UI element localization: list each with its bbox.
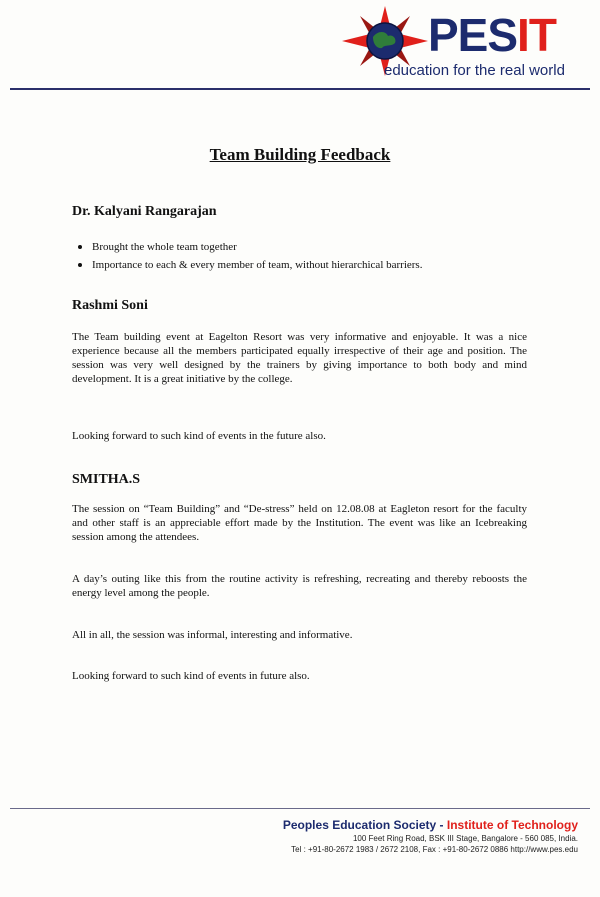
feedback-author-2: Rashmi Soni [72,298,148,313]
footer-separator: - [436,818,447,832]
brand-pes: PES [428,9,518,61]
header-divider [10,88,590,90]
page-title: Team Building Feedback [209,145,391,164]
brand-tagline: education for the real world [384,62,565,79]
feedback-paragraph: The session on “Team Building” and “De-stress” held on 12.08.08 at Eagleton resort for the faculty and other staff is an appreciable effort made by the Institution. The event was like an Icebreaking session among the attendees. [72,503,527,543]
footer-contact: Tel : +91-80-2672 1983 / 2672 2108, Fax : +91-80-2672 0886 http://www.pes.edu [291,845,578,854]
brand-it: IT [517,9,556,61]
feedback-paragraph: Looking forward to such kind of events in the future also. [72,430,326,442]
footer-divider [10,808,590,809]
feedback-paragraph: Looking forward to such kind of events in future also. [72,670,310,682]
footer [283,818,578,855]
feedback-paragraph: The Team building event at Eagelton Resort was very informative and enjoyable. It was a nice experience because all the members participated equally irrespective of their age and position. The session was very well designed by the trainers by giving importance to both body and mind development. It is a great initiative by the college. [72,331,527,385]
pesit-logo [340,4,590,82]
brand-wordmark [428,10,556,60]
feedback-paragraph: All in all, the session was informal, interesting and informative. [72,629,353,641]
bullet-item: Brought the whole team together [72,238,422,256]
feedback-paragraph: A day’s outing like this from the routine activity is refreshing, recreating and thereby reboosts the energy level among the people. [72,573,527,599]
footer-institute: Institute of Technology [446,818,578,832]
footer-address: 100 Feet Ring Road, BSK III Stage, Bangalore - 560 085, India. [352,834,578,843]
footer-society: Peoples Education Society [282,818,437,832]
feedback-bullet-list [72,238,422,274]
feedback-author-1: Dr. Kalyani Rangarajan [72,204,217,219]
footer-organization [283,818,578,833]
feedback-author-3: SMITHA.S [72,472,141,487]
bullet-item: Importance to each & every member of team, without hierarchical barriers. [72,256,422,274]
